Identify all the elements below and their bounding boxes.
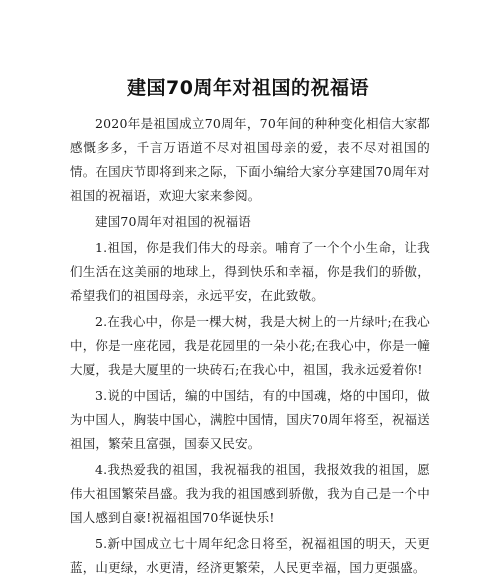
blessing-item-4: 4.我热爱我的祖国，我祝福我的祖国，我报效我的祖国，愿伟大祖国繁荣昌盛。我为我的祖国感到骄傲，我为自己是一个中国人感到自豪!祝福祖国70华诞快乐! <box>70 462 430 525</box>
document-body <box>70 112 430 582</box>
document-title: 建国70周年对祖国的祝福语 <box>127 77 369 99</box>
blessing-item-1: 1.祖国，你是我们伟大的母亲。哺育了一个个小生命，让我们生活在这美丽的地球上，得到快乐和幸福，你是我们的骄傲，希望我们的祖国母亲，永远平安，在此致敬。 <box>70 240 430 303</box>
blessing-item-2: 2.在我心中，你是一棵大树，我是大树上的一片绿叶;在我心中，你是一座花园，我是花园里的一朵小花;在我心中，你是一幢大厦，我是大厦里的一块砖石;在我心中，祖国，我永远爱着你! <box>70 314 431 377</box>
blessing-item-5: 5.新中国成立七十周年纪念日将至，祝福祖国的明天，天更蓝，山更绿，水更清，经济更繁荣，人民更幸福，国力更强盛。 <box>70 536 430 575</box>
intro-paragraph: 2020年是祖国成立70周年，70年间的种种变化相信大家都感慨多多，千言万语道不尽对祖国母亲的爱，表不尽对祖国的情。在国庆节即将到来之际，下面小编给大家分享建国70周年对祖国的祝福语，欢迎大家来参阅。 <box>70 116 430 203</box>
section-heading: 建国70周年对祖国的祝福语 <box>95 214 252 229</box>
blessing-item-3: 3.说的中国话，编的中国结，有的中国魂，烙的中国印，做为中国人，胸装中国心，满腔中国情，国庆70周年将至，祝福送祖国，繁荣且富强，国泰又民安。 <box>70 388 430 451</box>
